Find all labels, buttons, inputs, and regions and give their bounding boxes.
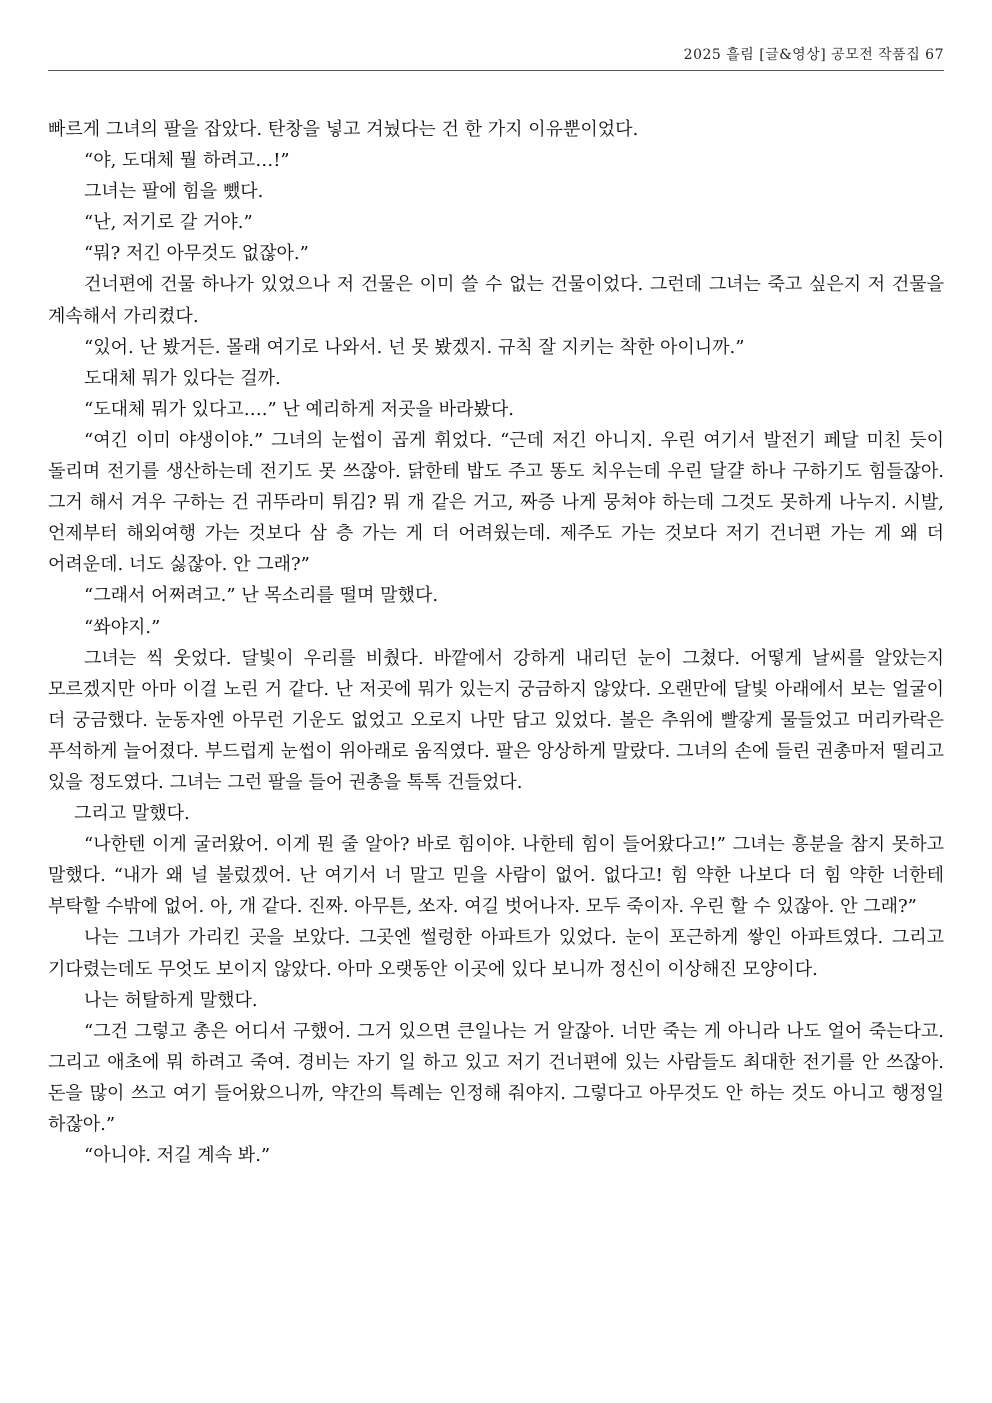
paragraph-1: 빠르게 그녀의 팔을 잡았다. 탄창을 넣고 겨눴다는 건 한 가지 이유뿐이었다.: [48, 119, 639, 140]
paragraph-7: “있어. 난 봤거든. 몰래 여기로 나와서. 넌 못 봤겠지. 규칙 잘 지키는 착한 아이니까.”: [84, 336, 745, 358]
paragraph-13: 그녀는 씩 웃었다. 달빛이 우리를 비췄다. 바깥에서 강하게 내리던 눈이 그쳤다. 어떻게 날씨를 알았는지 모르겠지만 아마 이걸 노린 거 같다. 난 저곳에 뭐가 있는지 궁금하지 않았다. 오랜만에 달빛 아래에서 보는 얼굴이 더 궁금했다. 눈동자엔 아무런 기운도 없었고 오로지 나만 담고 있었다. 볼은 추위에 빨갛게 물들었고 머리카락은 푸석하게 늘어졌다. 부드럽게 눈썹이 위아래로 움직였다. 팔은 앙상하게 말랐다. 그녀의 손에 들린 권총마저 떨리고 있을 정도였다. 그녀는 그런 팔을 들어 권총을 톡톡 건들었다.: [48, 647, 944, 793]
paragraph-2: “야, 도대체 뭘 하려고…!”: [84, 150, 290, 172]
paragraph-15: “나한텐 이게 굴러왔어. 이게 뭔 줄 알아? 바로 힘이야. 나한테 힘이 들어왔다고!” 그녀는 흥분을 참지 못하고 말했다. “내가 왜 널 불렀겠어. 난 여기서 너 말고 믿을 사람이 없어. 없다고! 힘 약한 나보다 더 힘 약한 너한테 부탁할 수밖에 없어. 아, 개 같다. 진짜. 아무튼, 쏘자. 여길 벗어나자. 모두 죽이자. 우린 할 수 있잖아. 안 그래?”: [48, 834, 944, 918]
paragraph-19: “아니야. 저길 계속 봐.”: [84, 1145, 271, 1167]
paragraph-6: 건너편에 건물 하나가 있었으나 저 건물은 이미 쓸 수 없는 건물이었다. 그런데 그녀는 죽고 싶은지 저 건물을 계속해서 가리켰다.: [48, 274, 944, 327]
paragraph-5: “뭐? 저긴 아무것도 없잖아.”: [84, 243, 309, 265]
paragraph-4: “난, 저기로 갈 거야.”: [84, 212, 253, 234]
header-rule: [48, 70, 944, 71]
paragraph-10: “여긴 이미 야생이야.” 그녀의 눈썹이 곱게 휘었다. “근데 저긴 아니지. 우린 여기서 발전기 페달 미친 듯이 돌리며 전기를 생산하는데 전기도 못 쓰잖아. 닭한테 밥도 주고 똥도 치우는데 우린 달걀 하나 구하기도 힘들잖아. 그거 해서 겨우 구하는 건 귀뚜라미 튀김? 뭐 개 같은 거고, 짜증 나게 뭉쳐야 하는데 그것도 못하게 나누지. 시발, 언제부터 해외여행 가는 것보다 삼 층 가는 게 더 어려웠는데. 제주도 가는 것보다 저기 건너편 가는 게 왜 더 어려운데. 너도 싫잖아. 안 그래?”: [48, 429, 944, 576]
paragraph-3: 그녀는 팔에 힘을 뺐다.: [84, 181, 264, 203]
paragraph-9: “도대체 뭐가 있다고….” 난 예리하게 저곳을 바라봤다.: [84, 398, 514, 420]
running-header: 2025 흘림 [글&영상] 공모전 작품집 67: [683, 47, 944, 63]
paragraph-11: “그래서 어쩌려고.” 난 목소리를 떨며 말했다.: [84, 585, 439, 607]
paragraph-14: 그리고 말했다.: [74, 803, 190, 825]
paragraph-17: 나는 허탈하게 말했다.: [84, 989, 258, 1011]
story-body: [48, 114, 944, 1171]
paragraph-18: “그건 그렇고 총은 어디서 구했어. 그거 있으면 큰일나는 거 알잖아. 너만 죽는 게 아니라 나도 얼어 죽는다고. 그리고 애초에 뭐 하려고 죽여. 경비는 자기 일 하고 있고 저기 건너편에 있는 사람들도 최대한 전기를 안 쓰잖아. 돈을 많이 쓰고 여기 들어왔으니까, 약간의 특례는 인정해 줘야지. 그렇다고 아무것도 안 하는 것도 아니고 행정일 하잖아.”: [48, 1020, 944, 1135]
paragraph-12: “쏴야지.”: [84, 616, 161, 638]
paragraph-8: 도대체 뭐가 있다는 걸까.: [84, 367, 281, 389]
paragraph-16: 나는 그녀가 가리킨 곳을 보았다. 그곳엔 썰렁한 아파트가 있었다. 눈이 포근하게 쌓인 아파트였다. 그리고 기다렸는데도 무엇도 보이지 않았다. 아마 오랫동안 이곳에 있다 보니까 정신이 이상해진 모양이다.: [48, 927, 944, 980]
